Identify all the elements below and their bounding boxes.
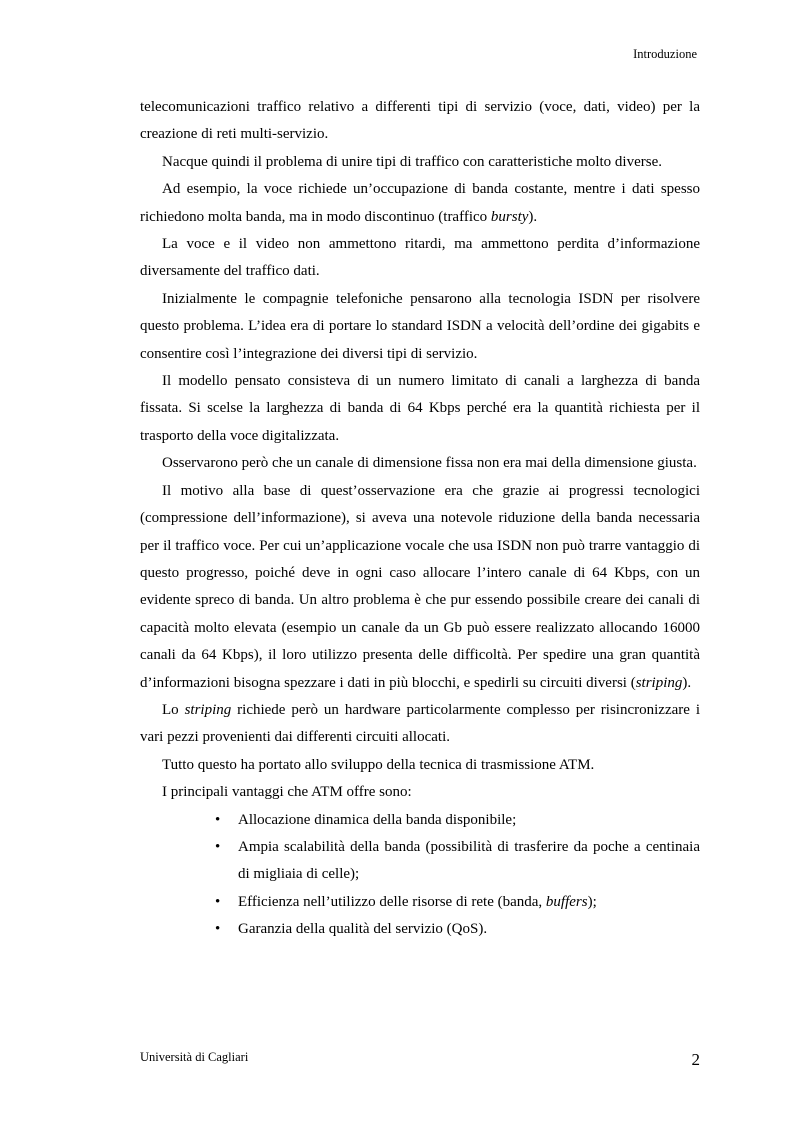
text-run: Il motivo alla base di quest’osservazione era che grazie ai progressi tecnologici (compressione dell’informazione), si aveva una notevole riduzione della banda necessaria per il traffico voce. Per cui un’applicazione vocale che usa ISDN non può trarre vantaggio di questo progresso, poiché deve in ogni caso allocare l’intero canale di 64 Kbps, con un evidente spreco di banda. Un altro problema è che pur essendo possibile creare dei canali di capacità molto elevata (esempio un canale da un Gb può essere realizzato allocando 16000 canali da 64 Kbps), il loro utilizzo presenta delle difficoltà. Per spedire una gran quantità d’informazioni bisogna spezzare i dati in più blocchi, e spedirli su circuiti diversi ( — [140, 482, 700, 691]
text-run: Garanzia della qualità del servizio (QoS). — [238, 921, 488, 938]
paragraph — [140, 94, 700, 149]
text-run: I principali vantaggi che ATM offre sono: — [162, 784, 412, 801]
bullet-icon: • — [215, 811, 221, 828]
advantages-list — [140, 807, 700, 944]
text-run: Nacque quindi il problema di unire tipi di traffico con caratteristiche molto diverse. — [162, 153, 662, 170]
paragraph — [140, 697, 700, 752]
text-run: Tutto questo ha portato allo sviluppo della tecnica di trasmissione ATM. — [162, 756, 595, 773]
paragraph — [140, 176, 700, 231]
italic-term: striping — [184, 701, 232, 718]
paragraph — [140, 286, 700, 368]
bullet-item — [215, 834, 700, 889]
footer-institution: Università di Cagliari — [140, 1050, 249, 1064]
paragraph — [140, 149, 700, 176]
text-run: ). — [528, 208, 538, 225]
text-run: Lo — [162, 701, 185, 718]
running-header: Introduzione — [633, 47, 697, 61]
text-run: Inizialmente le compagnie telefoniche pensarono alla tecnologia ISDN per risolvere questo problema. L’idea era di portare lo standard ISDN a velocità dell’ordine dei gigabits e consentire così l’integrazione dei diversi tipi di servizio. — [140, 290, 700, 362]
paragraph — [140, 478, 700, 697]
text-run: richiede però un hardware particolarmente complesso per risincronizzare i vari pezzi provenienti dai differenti circuiti allocati. — [140, 701, 700, 746]
paragraph — [140, 368, 700, 450]
text-run: Allocazione dinamica della banda disponibile; — [238, 811, 517, 828]
page-number: 2 — [691, 1050, 700, 1069]
bullet-item — [215, 916, 700, 943]
text-run: ). — [682, 674, 692, 691]
text-run: Efficienza nell’utilizzo delle risorse di rete (banda, — [238, 893, 546, 910]
text-run: Ampia scalabilità della banda (possibilità di trasferire da poche a centinaia di migliaia di celle); — [238, 838, 700, 883]
bullet-item — [215, 889, 700, 916]
italic-term: striping — [635, 674, 683, 691]
text-run: ); — [587, 893, 597, 910]
text-run: Ad esempio, la voce richiede un’occupazione di banda costante, mentre i dati spesso richiedono molta banda, ma in modo discontinuo (traffico — [140, 181, 700, 225]
bullet-icon: • — [215, 921, 221, 938]
text-run: Il modello pensato consisteva di un numero limitato di canali a larghezza di banda fissata. Si scelse la larghezza di banda di 64 Kbps perché era la quantità richiesta per il trasporto della voce digitalizzata. — [140, 373, 700, 444]
text-run: La voce e il video non ammettono ritardi, ma ammettono perdita d’informazione diversamente del traffico dati. — [140, 236, 700, 280]
bullet-icon: • — [215, 838, 221, 855]
paragraph — [140, 752, 700, 779]
paragraph-list — [140, 94, 700, 807]
text-run: Osservarono però che un canale di dimensione fissa non era mai della dimensione giusta. — [162, 455, 697, 472]
text-run: telecomunicazioni traffico relativo a differenti tipi di servizio (voce, dati, video) per la creazione di reti multi-servizio. — [140, 99, 700, 143]
bullet-item — [215, 807, 700, 834]
paragraph — [140, 231, 700, 286]
italic-term: buffers — [545, 893, 588, 910]
paragraph — [140, 450, 700, 477]
bullet-icon: • — [215, 893, 221, 910]
document-body — [140, 94, 700, 944]
italic-term: bursty — [490, 208, 529, 225]
paragraph — [140, 779, 700, 806]
